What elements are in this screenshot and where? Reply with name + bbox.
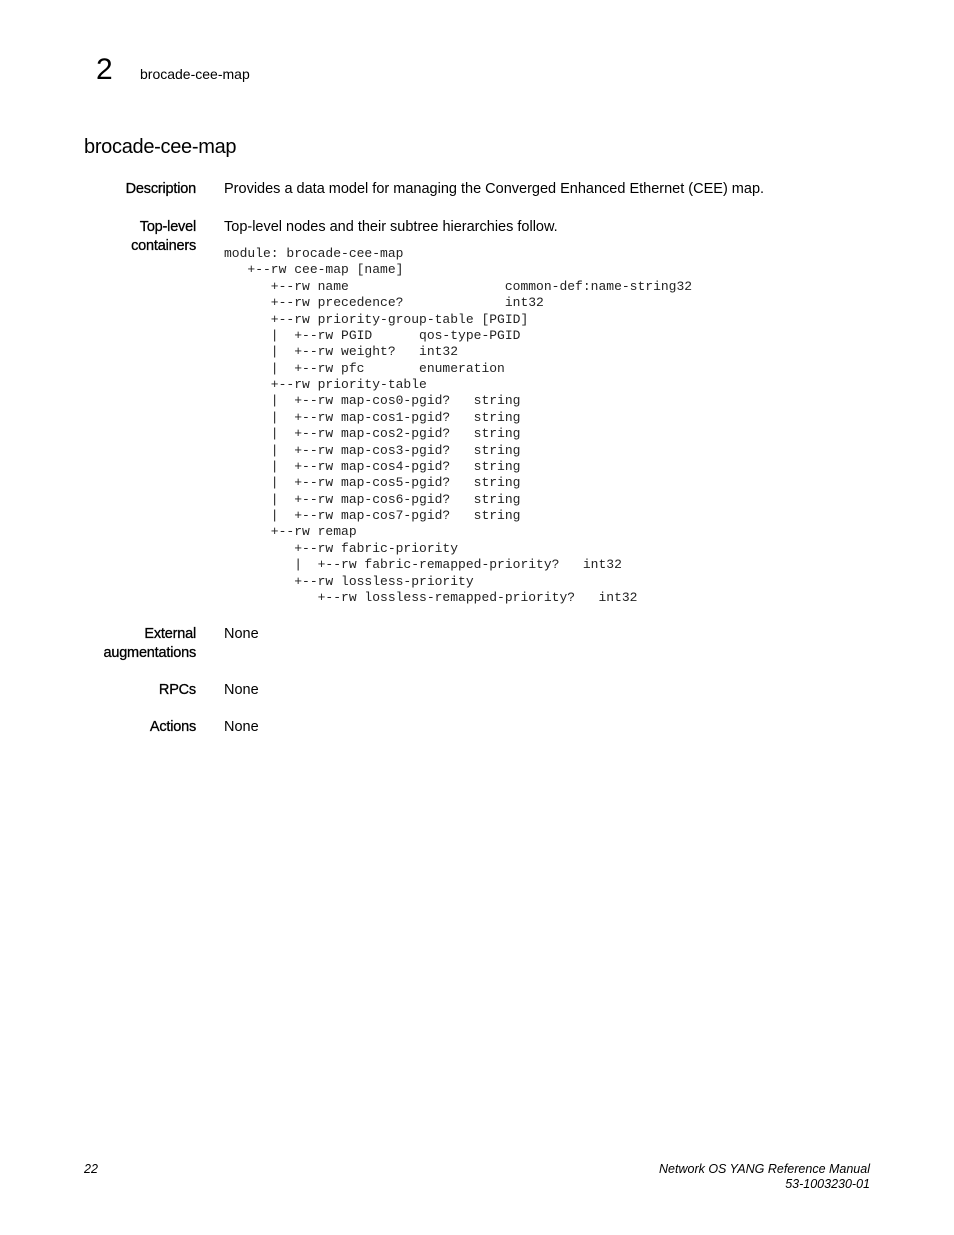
running-head: brocade-cee-map bbox=[140, 66, 250, 82]
chapter-number: 2 bbox=[96, 53, 113, 86]
actions-label: Actions bbox=[149, 719, 196, 735]
external-augmentations-label-line1: External bbox=[144, 626, 196, 642]
external-augmentations-label bbox=[56, 625, 196, 663]
yang-tree-code-block: module: brocade-cee-map +--rw cee-map [name] +--rw name common-def:name-string32 +--rw precedence? int32 +--rw priority-group-table [PGID] | +--rw PGID qos-type-PGID | +--rw weight? int32 | +--rw pfc enumeration +--rw priority-table | +--rw map-cos0-pgid? string | +--rw map-cos1-pgid? string | +--rw map-cos2-pgid? string | +--rw map-cos3-pgid? string | +--rw map-cos4-pgid? string | +--rw map-cos5-pgid? string | +--rw map-cos6-pgid? string | +--rw map-cos7-pgid? string +--rw remap +--rw fabric-priority | +--rw fabric-remapped-priority? int32 +--rw lossless-priority +--rw lossless-remapped-priority? int32 bbox=[224, 246, 693, 605]
footer-manual-info bbox=[659, 1162, 870, 1192]
description-label: Description bbox=[125, 181, 196, 197]
top-level-containers-text: Top-level nodes and their subtree hierarchies follow. bbox=[224, 219, 558, 235]
actions-value: None bbox=[224, 719, 259, 735]
description-text: Provides a data model for managing the Converged Enhanced Ethernet (CEE) map. bbox=[224, 181, 765, 197]
footer-doc-number: 53-1003230-01 bbox=[785, 1177, 870, 1191]
top-level-containers-label bbox=[56, 218, 196, 256]
rpcs-value: None bbox=[224, 682, 259, 698]
section-title: brocade-cee-map bbox=[84, 136, 237, 158]
external-augmentations-label-line2: augmentations bbox=[103, 645, 196, 661]
rpcs-label: RPCs bbox=[158, 682, 196, 698]
top-level-label-line1: Top-level bbox=[139, 219, 196, 235]
footer-page-number: 22 bbox=[84, 1162, 98, 1176]
external-augmentations-value: None bbox=[224, 626, 259, 642]
footer-manual-title: Network OS YANG Reference Manual bbox=[659, 1162, 870, 1176]
top-level-label-line2: containers bbox=[131, 238, 196, 254]
